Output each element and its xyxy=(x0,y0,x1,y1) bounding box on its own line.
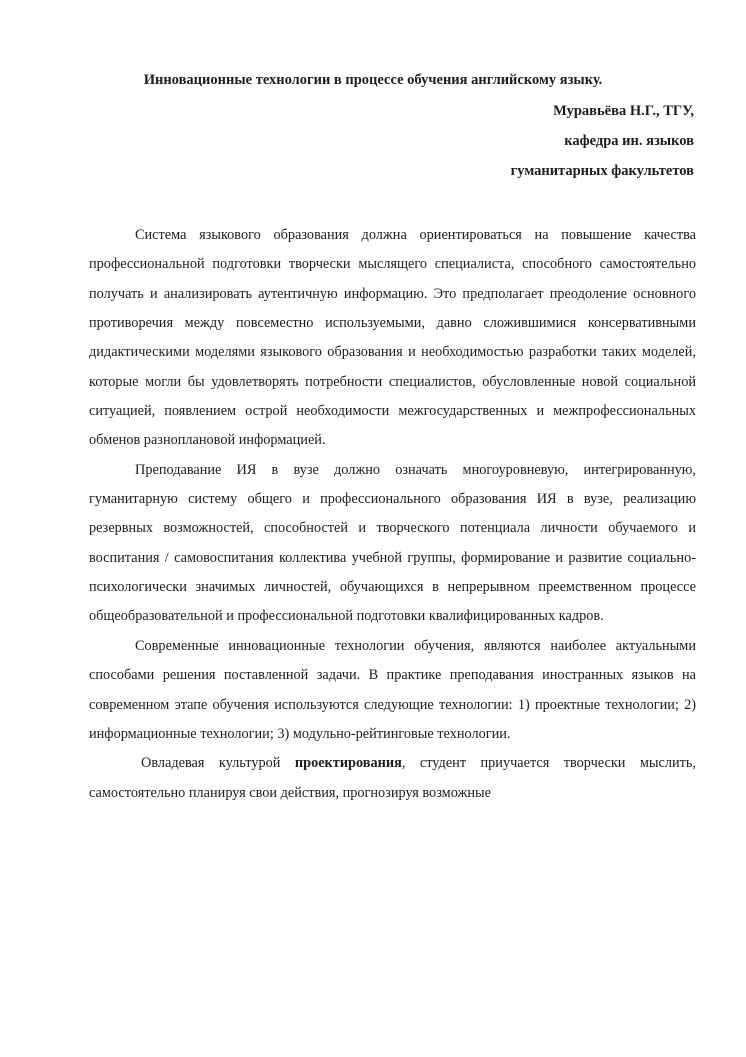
author-faculty: гуманитарных факультетов xyxy=(510,163,694,179)
paragraph-4-end: , студент приучается творчески мыслить, самостоятельно планируя свои действия, прогнозируя возможные xyxy=(89,755,696,801)
document-body xyxy=(89,221,696,808)
paragraph-3: Современные инновационные технологии обучения, являются наиболее актуальными способами решения поставленной задачи. В практике преподавания иностранных языков на современном этапе обучения используются следующие технологии: 1) проектные технологии; 2) информационные технологии; 3) модульно-рейтинговые технологии. xyxy=(89,637,696,742)
author-block xyxy=(511,96,694,186)
paragraph-4 xyxy=(89,749,696,808)
paragraph-2: Преподавание ИЯ в вузе должно означать многоуровневую, интегрированную, гуманитарную систему общего и профессионального образования ИЯ в вузе, реализацию резервных возможностей, способностей и творческого потенциала личности обучаемого и воспитания / самовоспитания коллектива учебной группы, формирование и развитие социально-психологически значимых личностей, обучающихся в непрерывном преемственном процессе общеобразовательной и профессиональной подготовки квалифицированных кадров. xyxy=(89,461,696,625)
paragraph-1: Система языкового образования должна ориентироваться на повышение качества профессиональной подготовки творчески мыслящего специалиста, способного самостоятельно получать и анализировать аутентичную информацию. Это предполагает преодоление основного противоречия между повсеместно используемыми, давно сложившимися консервативными дидактическими моделями языкового образования и необходимостью разработки таких моделей, которые могли бы удовлетворять потребности специалистов, обусловленные новой социальной ситуацией, появлением острой необходимости межгосударственных и межпрофессиональных обменов разноплановой информацией. xyxy=(89,227,696,449)
author-name: Муравьёва Н.Г., ТГУ, xyxy=(553,103,694,119)
author-department: кафедра ин. языков xyxy=(564,133,694,149)
paragraph-4-bold-term: проектирования xyxy=(294,755,402,772)
document-title: Инновационные технологии в процессе обучения английскому языку. xyxy=(143,72,603,88)
paragraph-4-start: Овладевая культурой xyxy=(141,755,295,772)
